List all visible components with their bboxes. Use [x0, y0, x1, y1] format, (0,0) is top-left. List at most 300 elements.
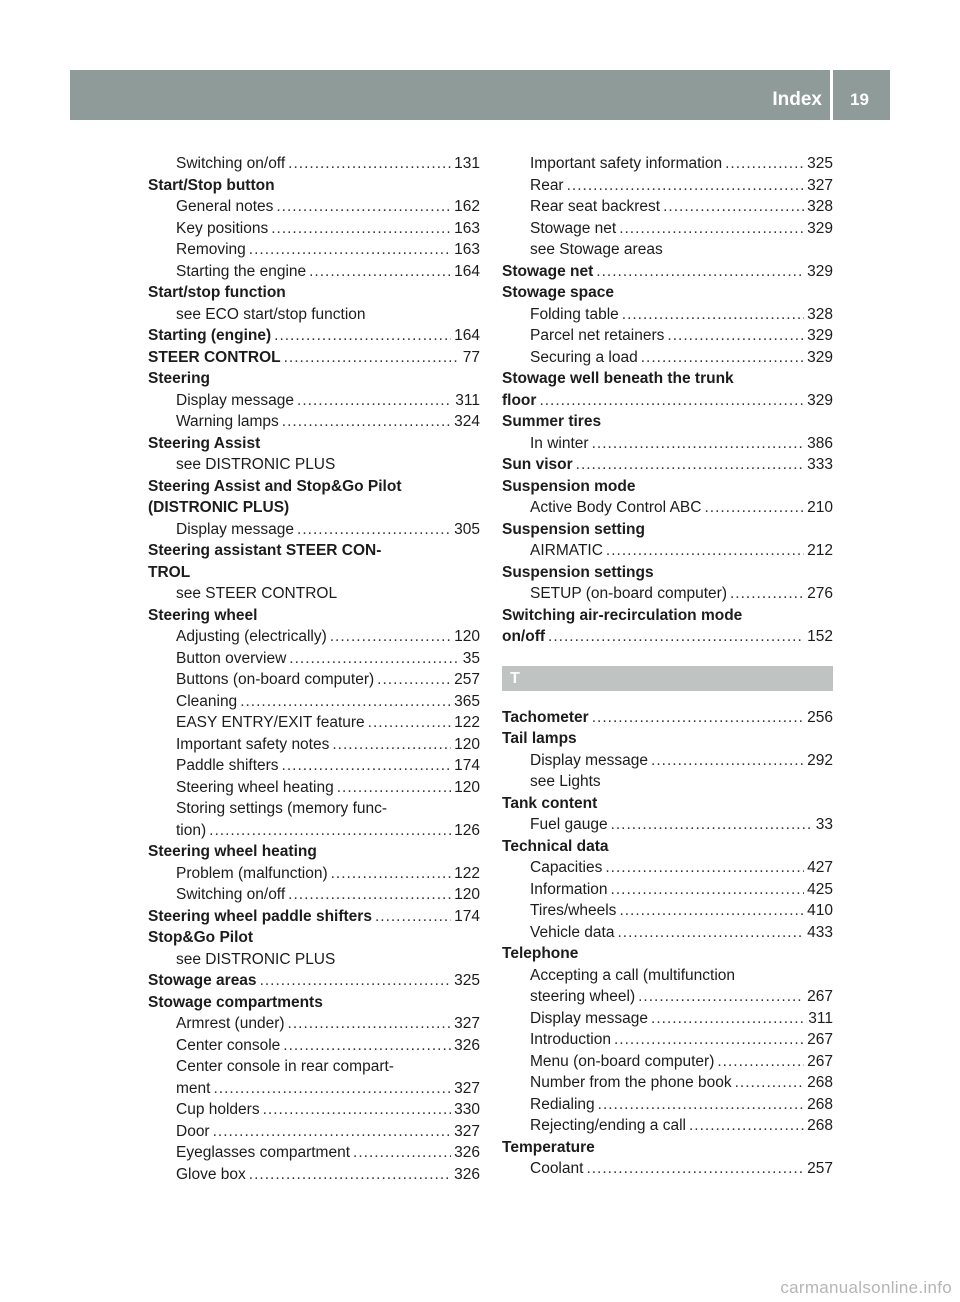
index-subentry[interactable] — [502, 922, 833, 944]
index-entry[interactable] — [148, 970, 480, 992]
entry-label: tion) — [176, 821, 207, 839]
dot-leader — [260, 970, 452, 992]
index-entry[interactable] — [148, 325, 480, 347]
entry-label: Storing settings (memory func- — [176, 800, 388, 817]
index-entry[interactable] — [502, 707, 833, 729]
index-subentry — [148, 583, 480, 605]
index-subentry[interactable] — [502, 1158, 833, 1180]
dot-leader — [663, 196, 804, 218]
entry-page-number[interactable]: 326 — [454, 1165, 480, 1183]
index-subentry[interactable] — [148, 863, 480, 885]
entry-label: Switching air-recirculation mode — [502, 606, 743, 624]
dot-leader — [249, 239, 451, 261]
entry-page-number[interactable]: 329 — [807, 219, 833, 237]
entry-page-number[interactable]: 174 — [454, 757, 480, 774]
dot-leader — [375, 906, 451, 928]
entry-page-number[interactable]: 328 — [807, 305, 833, 323]
entry-page-number[interactable]: 330 — [454, 1101, 480, 1118]
entry-page-number[interactable]: 410 — [807, 902, 833, 919]
entry-page-number[interactable]: 327 — [807, 176, 833, 194]
index-subentry[interactable] — [502, 583, 833, 605]
entry-page-number[interactable]: 256 — [807, 708, 833, 726]
entry-label: Armrest (under) — [176, 1015, 285, 1032]
entry-label: Introduction — [530, 1031, 611, 1048]
dot-leader — [651, 1008, 805, 1030]
entry-page-number[interactable]: 325 — [454, 972, 480, 989]
entry-label: Display message — [530, 751, 649, 769]
entry-label: Steering — [148, 370, 211, 387]
entry-page-number[interactable]: 324 — [454, 413, 480, 430]
entry-page-number[interactable]: 163 — [454, 219, 480, 237]
entry-label: Rear seat backrest — [530, 198, 661, 215]
entry-label: see Stowage areas — [530, 241, 663, 258]
entry-label: Number from the phone book — [530, 1074, 732, 1091]
index-subentry[interactable] — [502, 153, 833, 175]
entry-label: Buttons (on-board computer) — [176, 671, 375, 688]
dot-leader — [274, 325, 451, 347]
dot-leader — [596, 261, 804, 283]
index-entry — [148, 175, 480, 197]
entry-label: (DISTRONIC PLUS) — [148, 499, 290, 516]
entry-label: Fuel gauge — [530, 816, 608, 833]
entry-page-number[interactable]: 162 — [454, 198, 480, 215]
index-subentry[interactable] — [502, 1072, 833, 1094]
entry-page-number[interactable]: 305 — [454, 520, 480, 538]
index-entry — [502, 282, 833, 304]
entry-label: Tires/wheels — [530, 902, 617, 919]
entry-page-number[interactable]: 325 — [807, 155, 833, 172]
index-entry[interactable] — [148, 906, 480, 928]
entry-label: Sun visor — [502, 456, 573, 473]
index-column-left — [148, 153, 480, 1185]
index-subentry[interactable] — [502, 986, 833, 1008]
dot-leader — [651, 750, 804, 772]
entry-label: Steering wheel heating — [148, 843, 317, 860]
index-subentry — [148, 304, 480, 326]
index-entry — [148, 605, 480, 627]
dot-leader — [263, 1099, 452, 1121]
entry-page-number[interactable]: 326 — [454, 1036, 480, 1054]
entry-label: AIRMATIC — [530, 542, 603, 559]
entry-label: Accepting a call (multifunction — [530, 966, 736, 984]
index-subentry[interactable] — [502, 1115, 833, 1137]
index-subentry[interactable] — [148, 239, 480, 261]
index-subentry[interactable] — [502, 1029, 833, 1051]
entry-label: SETUP (on-board computer) — [530, 585, 727, 602]
dot-leader — [622, 304, 804, 326]
watermark: carmanualsonline.info — [780, 1278, 952, 1297]
entry-page-number[interactable]: 35 — [462, 649, 480, 667]
dot-leader — [598, 1094, 804, 1116]
entry-label: Menu (on-board computer) — [530, 1052, 715, 1070]
entry-label: Steering assistant STEER CON- — [148, 542, 382, 559]
index-subentry[interactable] — [148, 691, 480, 713]
entry-label: Tail lamps — [502, 730, 577, 747]
entry-page-number[interactable]: 120 — [454, 628, 480, 645]
entry-page-number[interactable]: 212 — [807, 542, 833, 559]
index-entry[interactable] — [502, 390, 833, 412]
entry-page-number[interactable]: 164 — [454, 327, 480, 344]
index-subentry[interactable] — [148, 648, 480, 670]
index-subentry[interactable] — [502, 325, 833, 347]
entry-label: Cup holders — [176, 1101, 260, 1118]
index-subentry[interactable] — [148, 1142, 480, 1164]
entry-label: Switching on/off — [176, 886, 286, 903]
dot-leader — [576, 454, 804, 476]
index-entry — [502, 411, 833, 433]
entry-label: Summer tires — [502, 413, 602, 430]
entry-label: floor — [502, 391, 537, 409]
entry-label: Redialing — [530, 1095, 595, 1113]
entry-page-number[interactable]: 267 — [807, 1031, 833, 1048]
entry-label: Telephone — [502, 945, 579, 962]
index-entry[interactable] — [502, 454, 833, 476]
dot-leader — [276, 196, 451, 218]
index-subentry[interactable] — [148, 218, 480, 240]
dot-leader — [617, 922, 804, 944]
entry-label: EASY ENTRY/EXIT feature — [176, 714, 365, 731]
index-entry — [502, 605, 833, 627]
entry-label: Steering Assist — [148, 434, 261, 452]
page-number: 19 — [850, 90, 869, 109]
index-entry — [148, 992, 480, 1014]
index-subentry[interactable] — [502, 814, 833, 836]
index-entry — [148, 562, 480, 584]
index-subentry[interactable] — [148, 196, 480, 218]
index-subentry[interactable] — [148, 1099, 480, 1121]
entry-label: Parcel net retainers — [530, 327, 665, 344]
dot-leader — [614, 1029, 804, 1051]
dot-leader — [283, 1035, 451, 1057]
index-subentry[interactable] — [502, 497, 833, 519]
entry-label: Stop&Go Pilot — [148, 929, 254, 946]
index-subentry[interactable] — [502, 900, 833, 922]
entry-page-number[interactable]: 268 — [807, 1074, 833, 1091]
index-entry — [502, 476, 833, 498]
dot-leader — [353, 1142, 451, 1164]
index-subentry[interactable] — [148, 390, 480, 412]
dot-leader — [592, 433, 805, 455]
index-subentry[interactable] — [148, 411, 480, 433]
index-entry[interactable] — [502, 626, 833, 648]
index-subentry[interactable] — [502, 347, 833, 369]
entry-label: Important safety information — [530, 155, 723, 172]
entry-label: Display message — [530, 1009, 649, 1027]
index-entry — [148, 841, 480, 863]
index-subentry[interactable] — [148, 820, 480, 842]
entry-label: see Lights — [530, 773, 601, 790]
index-subentry — [148, 1056, 480, 1078]
index-subentry — [148, 798, 480, 820]
entry-page-number[interactable]: 365 — [454, 692, 480, 710]
entry-page-number[interactable]: 152 — [807, 628, 833, 645]
index-subentry — [502, 239, 833, 261]
entry-label: Door — [176, 1122, 210, 1140]
dot-leader — [567, 175, 805, 197]
entry-page-number[interactable]: 329 — [807, 348, 833, 366]
entry-label: Rear — [530, 176, 564, 194]
index-entry — [148, 476, 480, 498]
entry-label: Active Body Control ABC — [530, 499, 702, 516]
dot-leader — [611, 814, 813, 836]
dot-leader — [619, 218, 804, 240]
index-entry — [502, 368, 833, 390]
entry-page-number[interactable]: 257 — [807, 1160, 833, 1177]
entry-label: Start/stop function — [148, 284, 286, 301]
index-subentry[interactable] — [148, 626, 480, 648]
index-subentry[interactable] — [148, 1164, 480, 1186]
index-subentry[interactable] — [148, 777, 480, 799]
index-subentry[interactable] — [502, 196, 833, 218]
entry-label: Tachometer — [502, 708, 589, 726]
dot-leader — [282, 755, 452, 777]
entry-page-number[interactable]: 327 — [454, 1015, 480, 1032]
entry-label: see DISTRONIC PLUS — [176, 950, 336, 968]
entry-label: Suspension mode — [502, 477, 636, 495]
entry-label: STEER CONTROL — [148, 348, 281, 366]
dot-leader — [730, 583, 804, 605]
entry-label: Removing — [176, 241, 246, 258]
index-subentry[interactable] — [148, 1035, 480, 1057]
entry-label: Capacities — [530, 859, 603, 876]
dot-leader — [282, 411, 451, 433]
index-subentry — [502, 771, 833, 793]
entry-page-number[interactable]: 311 — [455, 391, 480, 409]
entry-label: TROL — [148, 563, 191, 581]
index-subentry[interactable] — [148, 153, 480, 175]
dot-leader — [377, 669, 451, 691]
entry-label: Suspension settings — [502, 563, 654, 581]
dot-leader — [284, 347, 460, 369]
dot-leader — [213, 1121, 452, 1143]
section-gap — [502, 648, 833, 666]
index-entry — [148, 368, 480, 390]
index-subentry — [148, 949, 480, 971]
entry-page-number[interactable]: 267 — [807, 988, 833, 1005]
entry-label: Stowage space — [502, 284, 614, 301]
index-subentry[interactable] — [148, 1078, 480, 1100]
entry-page-number[interactable]: 276 — [807, 585, 833, 602]
dot-leader — [332, 734, 451, 756]
entry-label: Folding table — [530, 305, 619, 323]
index-subentry[interactable] — [148, 669, 480, 691]
dot-leader — [548, 626, 804, 648]
entry-page-number[interactable]: 267 — [807, 1052, 833, 1070]
entry-page-number[interactable]: 120 — [454, 886, 480, 903]
entry-page-number[interactable]: 126 — [454, 821, 480, 839]
entry-label: Stowage compartments — [148, 993, 323, 1011]
index-subentry[interactable] — [502, 1094, 833, 1116]
entry-label: Eyeglasses compartment — [176, 1144, 351, 1161]
entry-page-number[interactable]: 328 — [807, 198, 833, 215]
entry-page-number[interactable]: 327 — [454, 1122, 480, 1140]
index-subentry — [502, 965, 833, 987]
dot-leader — [240, 691, 451, 713]
index-subentry[interactable] — [148, 734, 480, 756]
index-entry — [148, 540, 480, 562]
entry-page-number[interactable]: 329 — [807, 391, 833, 409]
dot-leader — [330, 626, 451, 648]
entry-label: Center console in rear compart- — [176, 1058, 394, 1075]
entry-page-number[interactable]: 326 — [454, 1144, 480, 1161]
index-subentry — [148, 454, 480, 476]
index-subentry[interactable] — [502, 857, 833, 879]
entry-label: see STEER CONTROL — [176, 585, 338, 602]
index-subentry[interactable] — [148, 884, 480, 906]
entry-label: Technical data — [502, 837, 609, 855]
entry-label: General notes — [176, 198, 274, 215]
entry-page-number[interactable]: 292 — [807, 751, 833, 769]
dot-leader — [297, 390, 452, 412]
dot-leader — [271, 218, 451, 240]
index-subentry[interactable] — [502, 750, 833, 772]
dot-leader — [213, 1078, 451, 1100]
dot-leader — [209, 820, 451, 842]
index-entry — [502, 562, 833, 584]
dot-leader — [619, 900, 804, 922]
entry-page-number[interactable]: 327 — [454, 1079, 480, 1097]
entry-label: Suspension setting — [502, 520, 645, 538]
index-subentry[interactable] — [148, 1013, 480, 1035]
entry-label: Rejecting/ending a call — [530, 1117, 686, 1134]
dot-leader — [689, 1115, 804, 1137]
entry-page-number[interactable]: 329 — [807, 262, 833, 280]
index-entry[interactable] — [502, 261, 833, 283]
index-column-right — [502, 153, 833, 1180]
entry-page-number[interactable]: 386 — [807, 434, 833, 452]
entry-label: steering wheel) — [530, 988, 636, 1005]
index-subentry[interactable] — [502, 433, 833, 455]
dot-leader — [725, 153, 804, 175]
entry-page-number[interactable]: 122 — [454, 864, 480, 882]
dot-leader — [309, 261, 451, 283]
index-subentry[interactable] — [502, 175, 833, 197]
index-entry — [148, 433, 480, 455]
entry-label: Important safety notes — [176, 735, 330, 753]
entry-page-number[interactable]: 257 — [454, 671, 480, 688]
entry-label: In winter — [530, 434, 589, 452]
entry-label: Tank content — [502, 794, 598, 812]
entry-page-number[interactable]: 333 — [807, 456, 833, 473]
dot-leader — [717, 1051, 804, 1073]
dot-leader — [605, 857, 804, 879]
entry-label: Vehicle data — [530, 923, 615, 941]
entry-label: Steering wheel heating — [176, 778, 334, 796]
dot-leader — [288, 153, 451, 175]
dot-leader — [539, 390, 804, 412]
dot-leader — [249, 1164, 451, 1186]
dot-leader — [288, 884, 451, 906]
entry-label: Steering wheel — [148, 606, 258, 624]
entry-label: Cleaning — [176, 692, 238, 710]
entry-page-number[interactable]: 210 — [807, 499, 833, 516]
index-entry — [148, 497, 480, 519]
entry-page-number[interactable]: 433 — [807, 923, 833, 941]
entry-page-number[interactable]: 120 — [454, 778, 480, 796]
entry-label: Temperature — [502, 1138, 595, 1156]
entry-page-number[interactable]: 122 — [454, 714, 480, 731]
index-entry — [502, 836, 833, 858]
header-divider — [830, 70, 833, 120]
entry-label: Start/Stop button — [148, 176, 275, 194]
entry-label: Glove box — [176, 1165, 246, 1183]
entry-page-number[interactable]: 120 — [454, 735, 480, 753]
entry-label: Adjusting (electrically) — [176, 628, 327, 645]
dot-leader — [297, 519, 451, 541]
dot-leader — [592, 707, 804, 729]
index-subentry[interactable] — [502, 879, 833, 901]
entry-label: Starting (engine) — [148, 327, 272, 344]
entry-page-number[interactable]: 425 — [807, 880, 833, 898]
index-subentry[interactable] — [148, 1121, 480, 1143]
index-subentry[interactable] — [148, 712, 480, 734]
entry-page-number[interactable]: 164 — [454, 262, 480, 280]
entry-label: Stowage net — [530, 219, 617, 237]
dot-leader — [368, 712, 451, 734]
dot-leader — [586, 1158, 804, 1180]
entry-page-number[interactable]: 268 — [807, 1095, 833, 1113]
entry-page-number[interactable]: 33 — [815, 816, 833, 833]
entry-label: Switching on/off — [176, 155, 286, 172]
dot-leader — [735, 1072, 805, 1094]
dot-leader — [704, 497, 804, 519]
entry-page-number[interactable]: 427 — [807, 859, 833, 876]
index-subentry[interactable] — [502, 304, 833, 326]
entry-page-number[interactable]: 77 — [462, 348, 480, 366]
index-entry — [502, 728, 833, 750]
index-subentry[interactable] — [502, 540, 833, 562]
entry-page-number[interactable]: 174 — [454, 907, 480, 925]
index-entry — [148, 282, 480, 304]
dot-leader — [288, 1013, 452, 1035]
index-subentry[interactable] — [502, 218, 833, 240]
index-subentry[interactable] — [148, 261, 480, 283]
dot-leader — [337, 777, 451, 799]
entry-page-number[interactable]: 163 — [454, 241, 480, 258]
index-entry — [502, 943, 833, 965]
entry-label: Steering Assist and Stop&Go Pilot — [148, 477, 402, 495]
entry-label: Display message — [176, 520, 295, 538]
entry-page-number[interactable]: 311 — [808, 1009, 833, 1027]
entry-label: Paddle shifters — [176, 757, 279, 774]
index-subentry[interactable] — [502, 1051, 833, 1073]
index-entry[interactable] — [148, 347, 480, 369]
dot-leader — [611, 879, 805, 901]
index-subentry[interactable] — [148, 755, 480, 777]
section-header: T — [502, 666, 833, 691]
index-entry — [502, 1137, 833, 1159]
index-subentry[interactable] — [148, 519, 480, 541]
entry-label: Problem (malfunction) — [176, 864, 328, 882]
entry-page-number[interactable]: 329 — [807, 327, 833, 344]
entry-label: see DISTRONIC PLUS — [176, 456, 336, 473]
dot-leader — [289, 648, 459, 670]
entry-page-number[interactable]: 131 — [454, 155, 480, 172]
entry-label: Stowage areas — [148, 972, 257, 989]
dot-leader — [641, 347, 804, 369]
entry-label: Key positions — [176, 219, 269, 237]
entry-page-number[interactable]: 268 — [807, 1117, 833, 1134]
index-subentry[interactable] — [502, 1008, 833, 1030]
entry-label: see ECO start/stop function — [176, 305, 366, 323]
entry-label: Display message — [176, 391, 295, 409]
entry-label: Starting the engine — [176, 262, 307, 280]
dot-leader — [667, 325, 804, 347]
entry-label: Warning lamps — [176, 413, 279, 430]
entry-label: Button overview — [176, 649, 287, 667]
entry-label: Steering wheel paddle shifters — [148, 907, 372, 925]
page-title: Index — [772, 89, 822, 110]
